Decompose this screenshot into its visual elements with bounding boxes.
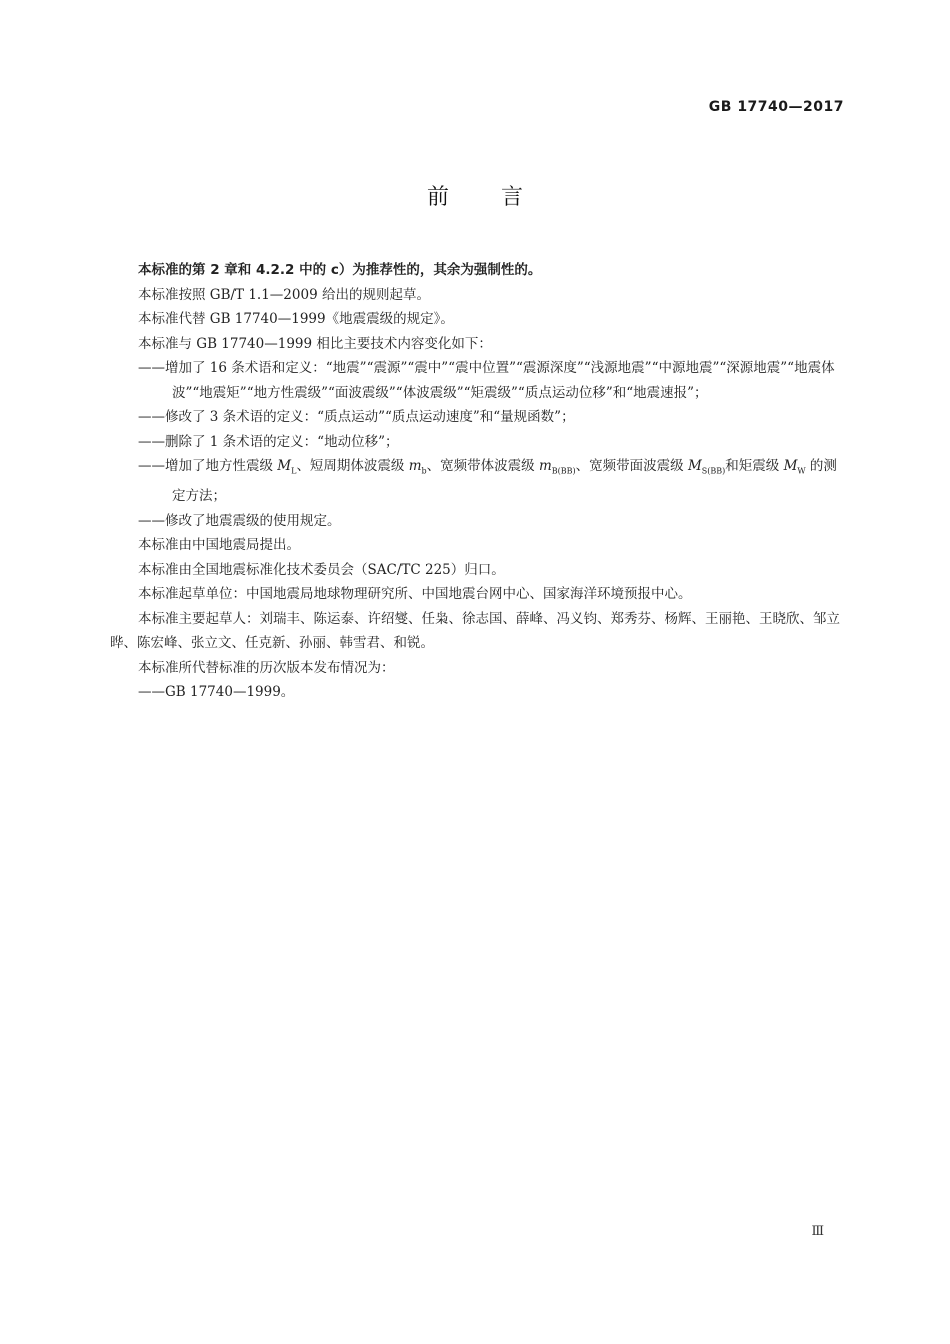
page-number: Ⅲ bbox=[811, 1224, 824, 1239]
symbol-ml: M bbox=[277, 458, 292, 474]
symbol-mw: M bbox=[783, 458, 798, 474]
change-item-1: ——增加了 16 条术语和定义：“地震”“震源”“震中”“震中位置”“震源深度”“浅源地震”“中源地震”“深源地震”“地震体波”“地震矩”“地方性震级”“面波震级”“体波震级”“矩震级”“质点运动位移”和“地震速报”； bbox=[138, 360, 835, 401]
foreword-body bbox=[110, 258, 845, 705]
standard-number: GB 17740—2017 bbox=[708, 99, 844, 115]
proposer-statement: 本标准由中国地震局提出。 bbox=[138, 537, 300, 554]
symbol-ml-sub: L bbox=[291, 466, 297, 476]
previous-editions-intro: 本标准所代替标准的历次版本发布情况为： bbox=[138, 659, 395, 676]
symbol-msbb: M bbox=[687, 458, 702, 474]
change-item-4-text-c: 、宽频带体波震级 bbox=[426, 458, 539, 474]
change-item-4-text-a: ——增加了地方性震级 bbox=[138, 458, 278, 474]
previous-edition-item: ——GB 17740—1999。 bbox=[138, 684, 295, 701]
page-title: 前言 bbox=[426, 185, 575, 210]
drafters: 本标准主要起草人：刘瑞丰、陈运泰、许绍燮、任枭、徐志国、薛峰、冯义钧、郑秀芬、杨辉、王丽艳、王晓欣、邹立晔、陈宏峰、张立文、任克新、孙丽、韩雪君、和锐。 bbox=[110, 610, 840, 652]
mandatory-statement: 本标准的第 2 章和 4.2.2 中的 c）为推荐性的，其余为强制性的。 bbox=[138, 262, 542, 278]
change-item-4-text-f: 的测定方法； bbox=[172, 458, 837, 505]
change-item-4 bbox=[110, 454, 845, 509]
symbol-mbbb-sub: B(BB) bbox=[551, 466, 576, 476]
symbol-mb-sub: b bbox=[421, 466, 427, 476]
change-item-4-text-e: 和矩震级 bbox=[725, 458, 784, 474]
change-item-2: ——修改了 3 条术语的定义：“质点运动”“质点运动速度”和“量规函数”； bbox=[138, 409, 575, 425]
symbol-msbb-sub: S(BB) bbox=[701, 466, 726, 476]
change-item-5: ——修改了地震震级的使用规定。 bbox=[138, 512, 341, 529]
change-item-4-text-b: 、短周期体波震级 bbox=[296, 458, 409, 474]
committee-statement: 本标准由全国地震标准化技术委员会（SAC/TC 225）归口。 bbox=[138, 561, 505, 578]
symbol-mb: m bbox=[408, 458, 422, 474]
changes-intro: 本标准与 GB 17740—1999 相比主要技术内容变化如下： bbox=[138, 335, 492, 352]
symbol-mw-sub: W bbox=[797, 466, 806, 476]
symbol-mbbb: m bbox=[538, 458, 552, 474]
change-item-3: ——删除了 1 条术语的定义：“地动位移”； bbox=[138, 433, 399, 450]
drafting-units: 本标准起草单位：中国地震局地球物理研究所、中国地震台网中心、国家海洋环境预报中心。 bbox=[138, 586, 692, 603]
replacement-statement: 本标准代替 GB 17740—1999《地震震级的规定》。 bbox=[138, 311, 454, 327]
change-item-4-text-d: 、宽频带面波震级 bbox=[575, 458, 688, 474]
drafting-rules: 本标准按照 GB/T 1.1—2009 给出的规则起草。 bbox=[138, 286, 430, 303]
